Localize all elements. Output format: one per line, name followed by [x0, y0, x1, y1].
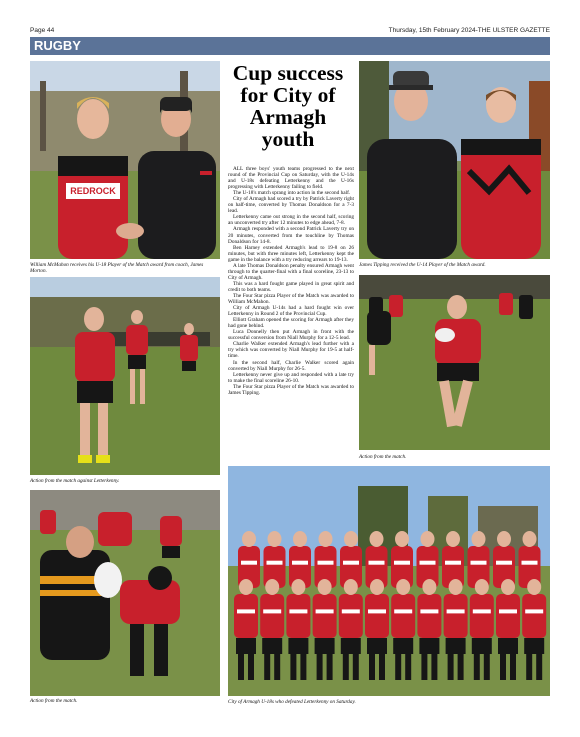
team-player-shorts [236, 638, 256, 654]
team-player-sock [327, 654, 333, 680]
article-paragraph: Elliott Graham opened the scoring for Armagh after they had gone behind. [228, 317, 354, 330]
article-paragraph: Armagh responded with a second Patrick Laverty try on 20 minutes, converted from the touchline by Thomas Donaldson for 14-8. [228, 226, 354, 245]
article-paragraph: Letterkenny came out strong in the second half, scoring an unconverted try after 12 minutes to edge ahead, 7-8. [228, 214, 354, 227]
photo-action-bottom-left [30, 490, 220, 696]
article-paragraph: In the second half, Charlie Walker scored again converted by Niall Murphy for 26-5. [228, 359, 354, 372]
team-player-sock [405, 654, 411, 680]
article-paragraph: The Four Star pizza Player of the Match was awarded to William McMahon. [228, 292, 354, 306]
photo2-image [30, 277, 220, 475]
team-player-sock [510, 654, 516, 680]
section-title: RUGBY [30, 37, 550, 55]
photo4-image [359, 61, 550, 259]
team-player-shorts [393, 638, 413, 654]
team-player-sock [421, 654, 427, 680]
team-player-sock [458, 654, 464, 680]
photo3-image [30, 490, 220, 696]
team-player-sock [248, 654, 254, 680]
team-player-sock [395, 654, 401, 680]
team-player-shorts [262, 638, 282, 654]
team-player-shorts [419, 638, 439, 654]
article-paragraph: City of Armagh had scored a try by Patrick Laverty right on half-time, converted by Thomas Donaldson for a 7-3 lead. [228, 196, 354, 215]
article-body [228, 166, 354, 396]
team-player-shorts [472, 638, 492, 654]
team-player-sock [500, 654, 506, 680]
team-player-shorts [446, 638, 466, 654]
article-paragraph: Letterkenny never give up and responded with a late try to make the final scoreline 26-10. [228, 371, 354, 384]
article-paragraph: Charlie Walker extended Armagh's lead further with a try which was converted by Niall Murphy for 19-5 at half-time. [228, 341, 354, 360]
team-player-shorts [288, 638, 308, 654]
team-player-sock [290, 654, 296, 680]
caption-photo5: Action from the match. [359, 454, 407, 460]
caption-photo1: William McMahon receives his U-18 Player of the Match award from coach, James Morton. [30, 262, 204, 275]
team-player-shorts [524, 638, 544, 654]
photo-action-right [359, 275, 550, 450]
article-paragraph: City of Armagh U-14s had a hard fought win over Letterkenny in Round 2 of the Provincial Cup. [228, 305, 354, 318]
article-paragraph: ALL three boys' youth teams progressed to the next round of the Provincial Cup on Saturday, with the U-14s and U-18s defeating Letterkenny and the U-16s progressing with Letterkenny failing to field. [228, 166, 354, 191]
article-paragraph: A late Thomas Donaldson penalty ensured Armagh went through to the quarter-final with a final scoreline, 23-13 to City of Armagh. [228, 262, 354, 281]
article-paragraph: The Four Star pizza Player of the Match was awarded to James Tipping. [228, 383, 354, 396]
team-player-sock [274, 654, 280, 680]
team-player-sock [238, 654, 244, 680]
team-player-sock [431, 654, 437, 680]
photo5-image [359, 275, 550, 450]
page-number: Page 44 [30, 26, 55, 34]
jersey-sponsor-text: REDROCK [70, 186, 116, 196]
article-paragraph: Luca Donnelly then put Armagh in front with the successful conversion from Niall Murphy for a 12-5 lead. [228, 329, 354, 342]
caption-photo3: Action from the match. [30, 698, 78, 704]
team-player-sock [343, 654, 349, 680]
team-player-sock [353, 654, 359, 680]
article-paragraph: This was a hard fought game played in great spirit and credit to both teams. [228, 280, 354, 293]
team-player-sock [484, 654, 490, 680]
article-paragraph: Ben Harney extended Armagh's lead to 19-8 on 26 minutes, but with three minutes left, Letterkenny kept the game in the balance with a try reducing arrears to 19-13. [228, 244, 354, 263]
photo-player-award-u14 [359, 61, 550, 259]
team-player-sock [474, 654, 480, 680]
photo-player-award-u18 [30, 61, 220, 259]
dateline: Thursday, 15th February 2024-THE ULSTER GAZETTE [388, 26, 550, 34]
photo6-image [228, 466, 550, 696]
team-player-sock [526, 654, 532, 680]
photo-action-letterkenny [30, 277, 220, 475]
team-player-sock [369, 654, 375, 680]
article-headline: Cup success for City of Armagh youth [232, 61, 344, 151]
photo1-image [30, 61, 220, 259]
team-player-shorts [498, 638, 518, 654]
team-player-sock [300, 654, 306, 680]
photo-team-u18 [228, 466, 550, 696]
team-player-sock [317, 654, 323, 680]
team-player-sock [448, 654, 454, 680]
page-header [30, 24, 550, 36]
team-player-shorts [315, 638, 335, 654]
team-player-sock [536, 654, 542, 680]
caption-photo4: James Tipping received the U-14 Player of the Match award. [359, 262, 486, 268]
caption-photo2: Action from the match against Letterkenny. [30, 478, 120, 484]
article-paragraph: The U-18's match sprang into action in the second half. [233, 190, 351, 197]
caption-photo6: City of Armagh U-18s who defeated Letterkenny on Saturday. [228, 699, 356, 705]
team-player-shorts [341, 638, 361, 654]
team-player-shorts [367, 638, 387, 654]
team-player-sock [264, 654, 270, 680]
team-player-sock [379, 654, 385, 680]
